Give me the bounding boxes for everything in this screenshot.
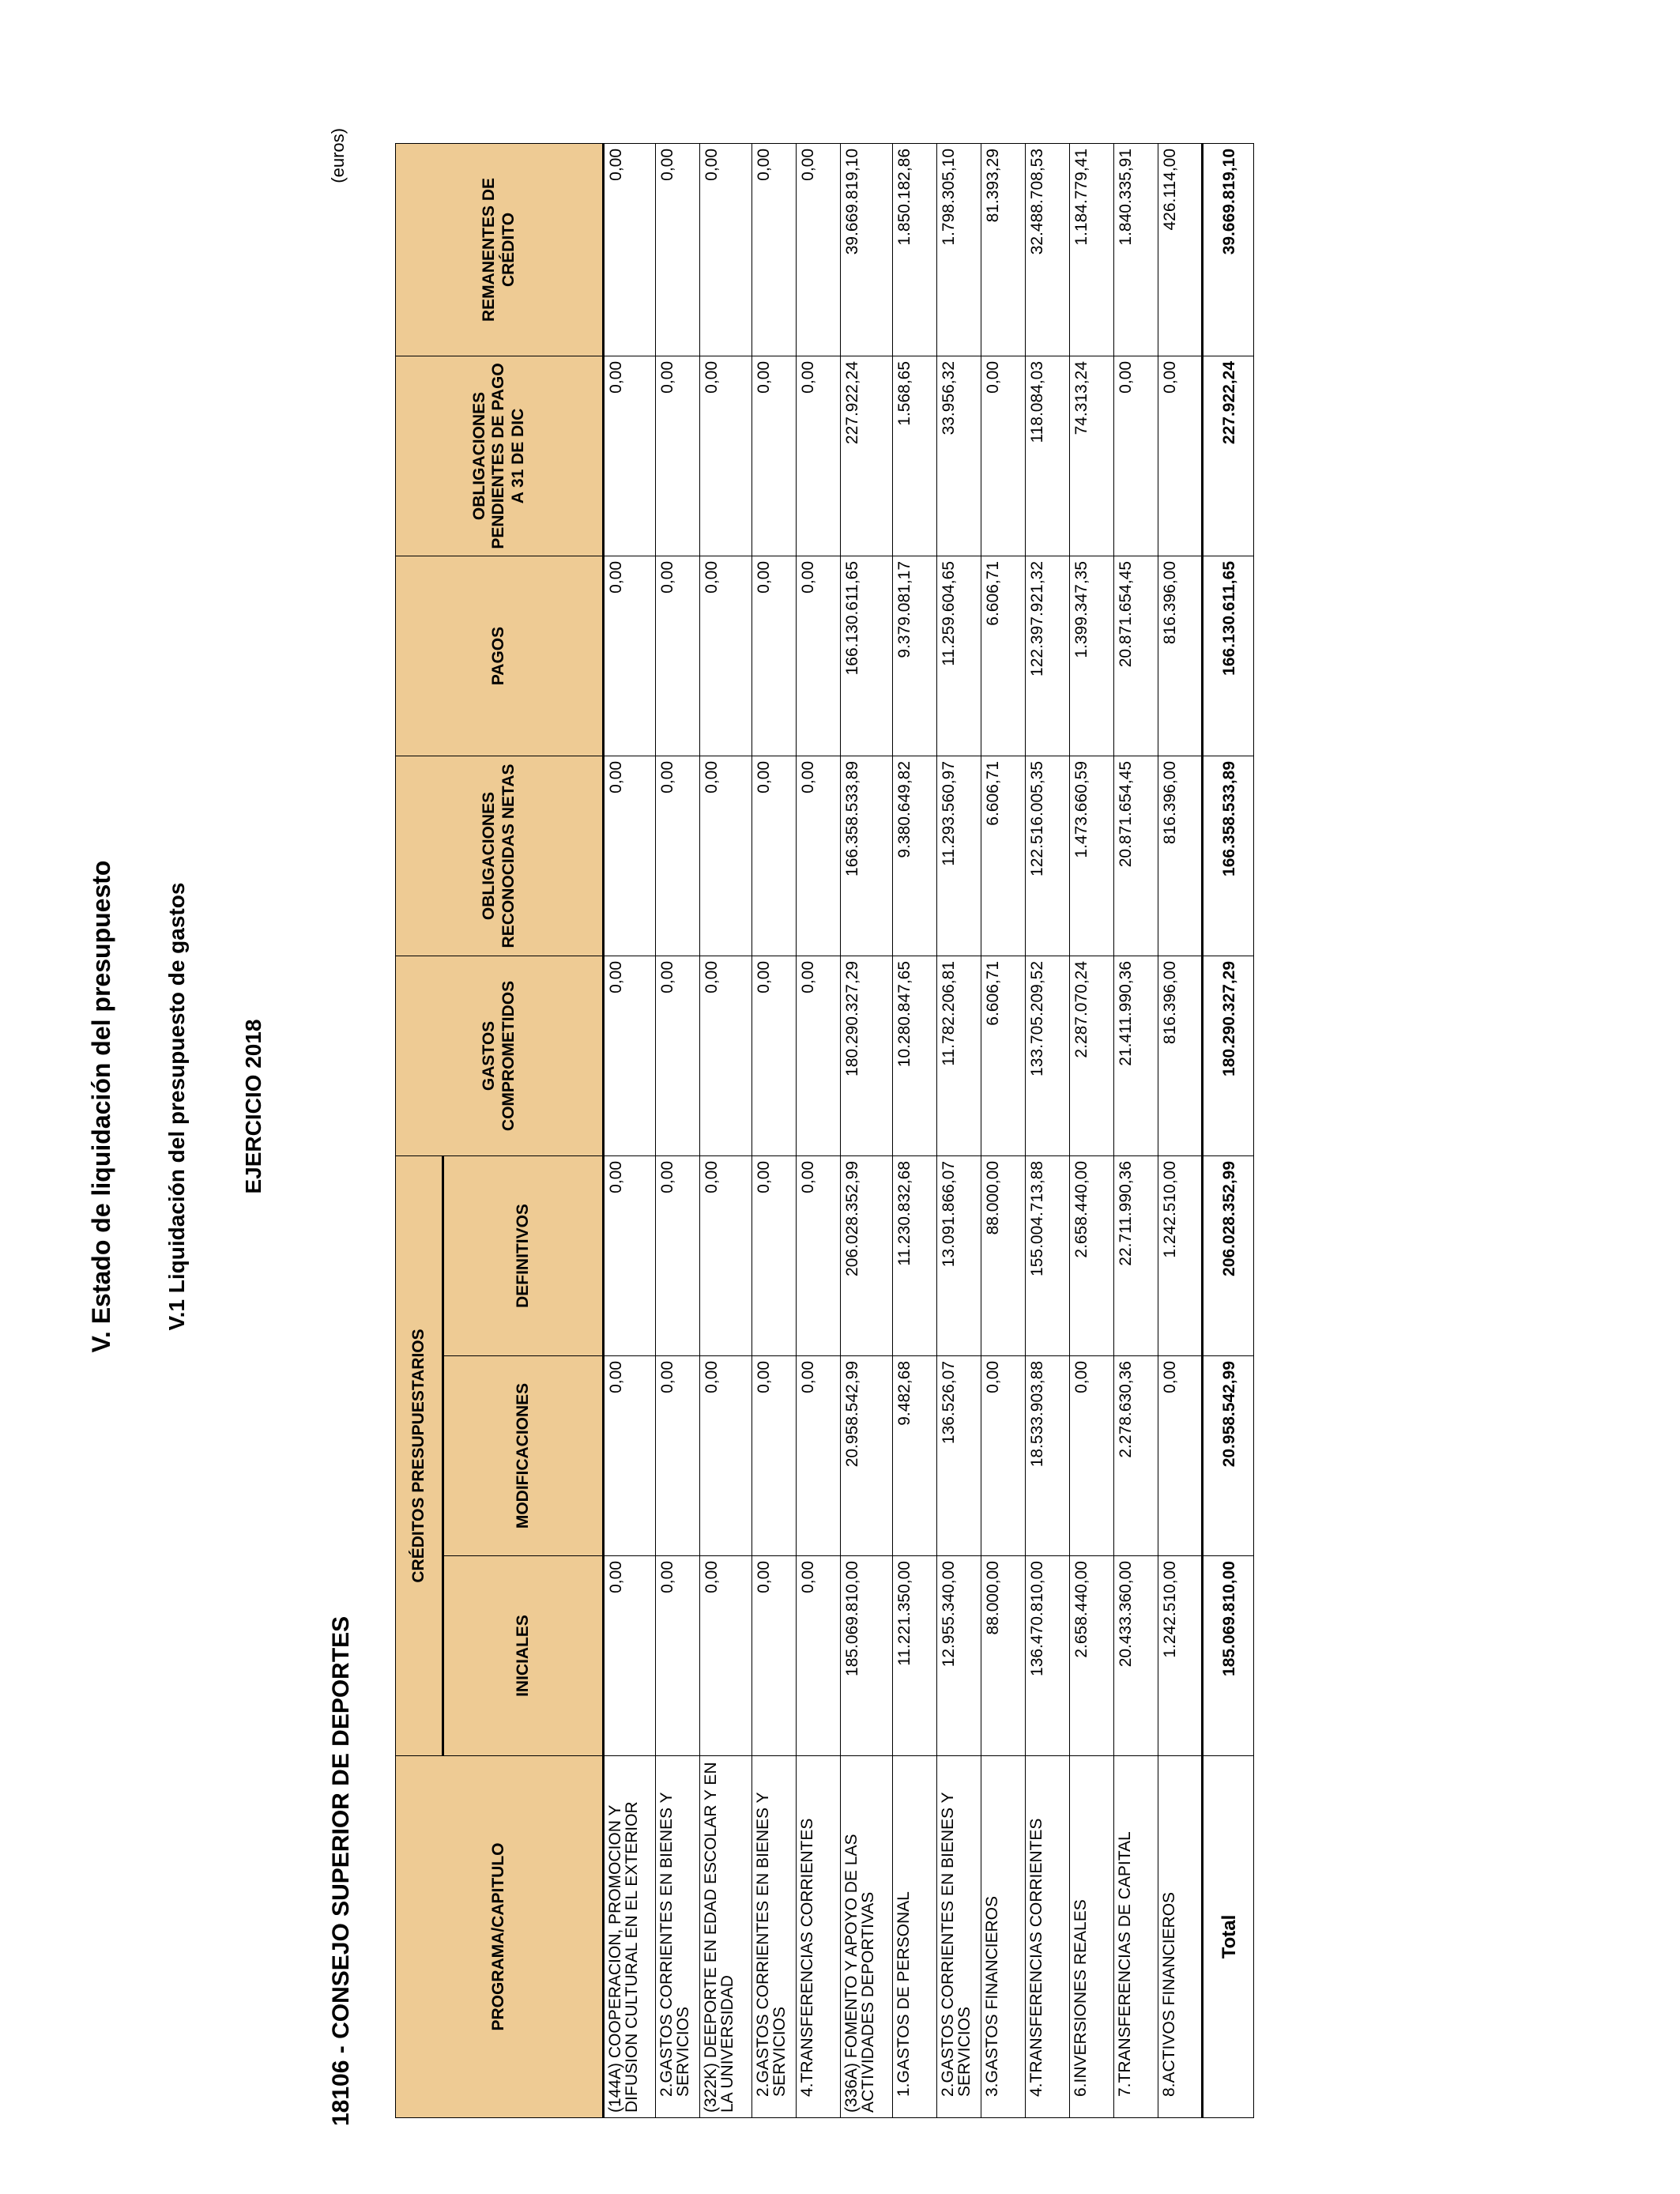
total-label: Total xyxy=(1203,1756,1254,2118)
total-modificaciones: 20.958.542,99 xyxy=(1203,1356,1254,1556)
cell-modificaciones: 136.526,07 xyxy=(937,1356,981,1556)
row-label: 2.GASTOS CORRIENTES EN BIENES Y SERVICIOS xyxy=(752,1756,797,2118)
cell-gastos: 133.705.209,52 xyxy=(1026,956,1070,1155)
total-obligaciones: 166.358.533,89 xyxy=(1203,756,1254,956)
cell-remanentes: 0,00 xyxy=(797,143,841,356)
cell-pendientes: 0,00 xyxy=(797,356,841,556)
table-row xyxy=(656,143,700,2117)
row-label: 1.GASTOS DE PERSONAL xyxy=(893,1756,937,2118)
cell-obligaciones: 816.396,00 xyxy=(1158,756,1203,956)
row-label: (336A) FOMENTO Y APOYO DE LAS ACTIVIDADES DEPORTIVAS xyxy=(841,1756,893,2118)
cell-modificaciones: 9.482,68 xyxy=(893,1356,937,1556)
cell-pagos: 6.606,71 xyxy=(981,556,1026,756)
cell-iniciales: 0,00 xyxy=(700,1556,752,1756)
cell-remanentes: 32.488.708,53 xyxy=(1026,143,1070,356)
cell-modificaciones: 18.533.903,88 xyxy=(1026,1356,1070,1556)
cell-definitivos: 11.230.832,68 xyxy=(893,1155,937,1355)
cell-definitivos: 0,00 xyxy=(604,1155,656,1355)
cell-iniciales: 185.069.810,00 xyxy=(841,1556,893,1756)
cell-iniciales: 88.000,00 xyxy=(981,1556,1026,1756)
cell-iniciales: 20.433.360,00 xyxy=(1114,1556,1158,1756)
cell-iniciales: 2.658.440,00 xyxy=(1070,1556,1114,1756)
header-modificaciones: MODIFICACIONES xyxy=(443,1356,604,1556)
cell-modificaciones: 0,00 xyxy=(604,1356,656,1556)
cell-modificaciones: 0,00 xyxy=(752,1356,797,1556)
header-programa: PROGRAMA/CAPITULO xyxy=(396,1756,604,2118)
header-iniciales: INICIALES xyxy=(443,1556,604,1756)
table-row xyxy=(752,143,797,2117)
cell-gastos: 0,00 xyxy=(797,956,841,1155)
cell-obligaciones: 20.871.654,45 xyxy=(1114,756,1158,956)
cell-iniciales: 0,00 xyxy=(656,1556,700,1756)
cell-remanentes: 426.114,00 xyxy=(1158,143,1203,356)
cell-obligaciones: 0,00 xyxy=(797,756,841,956)
cell-remanentes: 0,00 xyxy=(700,143,752,356)
cell-gastos: 6.606,71 xyxy=(981,956,1026,1155)
cell-modificaciones: 0,00 xyxy=(656,1356,700,1556)
table-row xyxy=(604,143,656,2117)
cell-remanentes: 81.393,29 xyxy=(981,143,1026,356)
header-remanentes: REMANENTES DE CRÉDITO xyxy=(396,143,604,356)
cell-pagos: 816.396,00 xyxy=(1158,556,1203,756)
cell-obligaciones: 1.473.660,59 xyxy=(1070,756,1114,956)
total-pendientes: 227.922,24 xyxy=(1203,356,1254,556)
cell-iniciales: 12.955.340,00 xyxy=(937,1556,981,1756)
table-row xyxy=(937,143,981,2117)
total-pagos: 166.130.611,65 xyxy=(1203,556,1254,756)
cell-pendientes: 0,00 xyxy=(656,356,700,556)
table-row xyxy=(893,143,937,2117)
cell-pendientes: 0,00 xyxy=(981,356,1026,556)
row-label: 4.TRANSFERENCIAS CORRIENTES xyxy=(1026,1756,1070,2118)
cell-obligaciones: 0,00 xyxy=(700,756,752,956)
report-title: V. Estado de liquidación del presupuesto xyxy=(87,860,115,1353)
cell-gastos: 10.280.847,65 xyxy=(893,956,937,1155)
cell-gastos: 0,00 xyxy=(604,956,656,1155)
cell-modificaciones: 0,00 xyxy=(797,1356,841,1556)
header-definitivos: DEFINITIVOS xyxy=(443,1155,604,1355)
cell-definitivos: 22.711.990,36 xyxy=(1114,1155,1158,1355)
cell-modificaciones: 20.958.542,99 xyxy=(841,1356,893,1556)
header-obligaciones: OBLIGACIONES RECONOCIDAS NETAS xyxy=(396,756,604,956)
cell-obligaciones: 0,00 xyxy=(752,756,797,956)
table-row xyxy=(1070,143,1114,2117)
table-body xyxy=(604,143,1254,2117)
cell-pendientes: 74.313,24 xyxy=(1070,356,1114,556)
cell-gastos: 21.411.990,36 xyxy=(1114,956,1158,1155)
cell-modificaciones: 0,00 xyxy=(700,1356,752,1556)
total-definitivos: 206.028.352,99 xyxy=(1203,1155,1254,1355)
cell-modificaciones: 0,00 xyxy=(1158,1356,1203,1556)
landscape-sheet xyxy=(63,63,1240,2150)
cell-remanentes: 1.798.305,10 xyxy=(937,143,981,356)
cell-obligaciones: 9.380.649,82 xyxy=(893,756,937,956)
row-label: 6.INVERSIONES REALES xyxy=(1070,1756,1114,2118)
cell-iniciales: 0,00 xyxy=(604,1556,656,1756)
header-gastos: GASTOS COMPROMETIDOS xyxy=(396,956,604,1155)
cell-definitivos: 2.658.440,00 xyxy=(1070,1155,1114,1355)
row-label: 2.GASTOS CORRIENTES EN BIENES Y SERVICIOS xyxy=(656,1756,700,2118)
cell-gastos: 11.782.206,81 xyxy=(937,956,981,1155)
header-pendientes: OBLIGACIONES PENDIENTES DE PAGO A 31 DE DIC xyxy=(396,356,604,556)
cell-obligaciones: 166.358.533,89 xyxy=(841,756,893,956)
currency-unit: (euros) xyxy=(328,128,348,183)
cell-obligaciones: 0,00 xyxy=(604,756,656,956)
cell-definitivos: 206.028.352,99 xyxy=(841,1155,893,1355)
cell-pendientes: 0,00 xyxy=(752,356,797,556)
total-remanentes: 39.669.819,10 xyxy=(1203,143,1254,356)
entity-name: 18106 - CONSEJO SUPERIOR DE DEPORTES xyxy=(328,1615,354,2126)
cell-iniciales: 11.221.350,00 xyxy=(893,1556,937,1756)
table-header xyxy=(396,143,604,2117)
cell-pendientes: 33.956,32 xyxy=(937,356,981,556)
cell-iniciales: 1.242.510,00 xyxy=(1158,1556,1203,1756)
cell-definitivos: 0,00 xyxy=(656,1155,700,1355)
total-gastos: 180.290.327,29 xyxy=(1203,956,1254,1155)
cell-definitivos: 13.091.866,07 xyxy=(937,1155,981,1355)
cell-obligaciones: 122.516.005,35 xyxy=(1026,756,1070,956)
table-row xyxy=(841,143,893,2117)
cell-iniciales: 0,00 xyxy=(752,1556,797,1756)
cell-pagos: 122.397.921,32 xyxy=(1026,556,1070,756)
cell-definitivos: 0,00 xyxy=(700,1155,752,1355)
cell-iniciales: 136.470.810,00 xyxy=(1026,1556,1070,1756)
cell-pagos: 0,00 xyxy=(752,556,797,756)
total-iniciales: 185.069.810,00 xyxy=(1203,1556,1254,1756)
cell-modificaciones: 0,00 xyxy=(981,1356,1026,1556)
cell-pendientes: 0,00 xyxy=(604,356,656,556)
row-label: 2.GASTOS CORRIENTES EN BIENES Y SERVICIOS xyxy=(937,1756,981,2118)
cell-gastos: 0,00 xyxy=(700,956,752,1155)
cell-remanentes: 39.669.819,10 xyxy=(841,143,893,356)
cell-definitivos: 1.242.510,00 xyxy=(1158,1155,1203,1355)
cell-gastos: 816.396,00 xyxy=(1158,956,1203,1155)
cell-pagos: 20.871.654,45 xyxy=(1114,556,1158,756)
cell-pagos: 0,00 xyxy=(797,556,841,756)
row-label: 3.GASTOS FINANCIEROS xyxy=(981,1756,1026,2118)
row-label: (144A) COOPERACION, PROMOCION Y DIFUSION CULTURAL EN EL EXTERIOR xyxy=(604,1756,656,2118)
cell-gastos: 180.290.327,29 xyxy=(841,956,893,1155)
table-row xyxy=(981,143,1026,2117)
cell-remanentes: 1.840.335,91 xyxy=(1114,143,1158,356)
cell-obligaciones: 6.606,71 xyxy=(981,756,1026,956)
cell-pagos: 9.379.081,17 xyxy=(893,556,937,756)
report-subtitle: V.1 Liquidación del presupuesto de gastos xyxy=(164,882,189,1331)
cell-pendientes: 0,00 xyxy=(700,356,752,556)
cell-pendientes: 0,00 xyxy=(1158,356,1203,556)
cell-pendientes: 1.568,65 xyxy=(893,356,937,556)
row-label: 7.TRANSFERENCIAS DE CAPITAL xyxy=(1114,1756,1158,2118)
table-row xyxy=(797,143,841,2117)
cell-modificaciones: 2.278.630,36 xyxy=(1114,1356,1158,1556)
cell-definitivos: 88.000,00 xyxy=(981,1155,1026,1355)
cell-obligaciones: 11.293.560,97 xyxy=(937,756,981,956)
cell-definitivos: 0,00 xyxy=(797,1155,841,1355)
cell-iniciales: 0,00 xyxy=(797,1556,841,1756)
cell-definitivos: 0,00 xyxy=(752,1155,797,1355)
cell-pagos: 0,00 xyxy=(604,556,656,756)
cell-pendientes: 0,00 xyxy=(1114,356,1158,556)
cell-modificaciones: 0,00 xyxy=(1070,1356,1114,1556)
cell-remanentes: 1.184.779,41 xyxy=(1070,143,1114,356)
row-label: 4.TRANSFERENCIAS CORRIENTES xyxy=(797,1756,841,2118)
fiscal-year: EJERCICIO 2018 xyxy=(241,1019,266,1194)
cell-remanentes: 0,00 xyxy=(656,143,700,356)
cell-pagos: 0,00 xyxy=(656,556,700,756)
cell-pagos: 166.130.611,65 xyxy=(841,556,893,756)
cell-pagos: 1.399.347,35 xyxy=(1070,556,1114,756)
cell-gastos: 2.287.070,24 xyxy=(1070,956,1114,1155)
table-row xyxy=(700,143,752,2117)
row-label: (322K) DEEPORTE EN EDAD ESCOLAR Y EN LA UNIVERSIDAD xyxy=(700,1756,752,2118)
cell-remanentes: 1.850.182,86 xyxy=(893,143,937,356)
table-row xyxy=(1114,143,1158,2117)
cell-remanentes: 0,00 xyxy=(604,143,656,356)
row-label: 8.ACTIVOS FINANCIEROS xyxy=(1158,1756,1203,2118)
table-row xyxy=(1026,143,1070,2117)
cell-pendientes: 227.922,24 xyxy=(841,356,893,556)
header-creditos: CRÉDITOS PRESUPUESTARIOS xyxy=(396,1155,443,1755)
header-pagos: PAGOS xyxy=(396,556,604,756)
budget-table xyxy=(395,143,1254,2118)
total-row xyxy=(1203,143,1254,2117)
cell-gastos: 0,00 xyxy=(752,956,797,1155)
cell-remanentes: 0,00 xyxy=(752,143,797,356)
cell-pagos: 0,00 xyxy=(700,556,752,756)
cell-pagos: 11.259.604,65 xyxy=(937,556,981,756)
cell-pendientes: 118.084,03 xyxy=(1026,356,1070,556)
cell-obligaciones: 0,00 xyxy=(656,756,700,956)
cell-definitivos: 155.004.713,88 xyxy=(1026,1155,1070,1355)
table-row xyxy=(1158,143,1203,2117)
cell-gastos: 0,00 xyxy=(656,956,700,1155)
